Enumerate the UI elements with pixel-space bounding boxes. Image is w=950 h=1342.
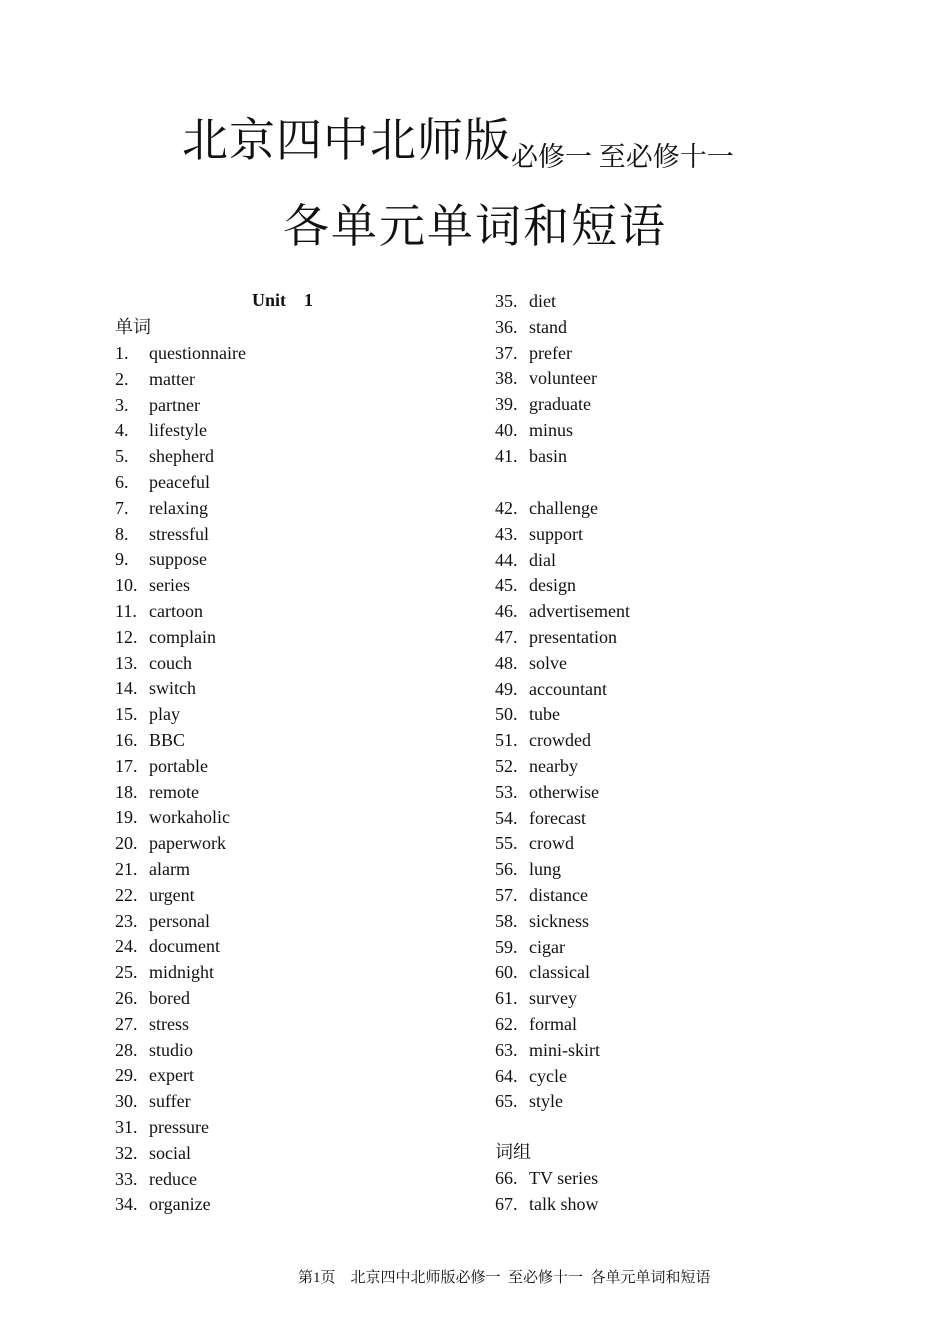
list-item	[115, 1193, 211, 1215]
list-item	[495, 987, 577, 1009]
item-number: 31.	[115, 1117, 138, 1137]
item-word: nearby	[529, 756, 578, 776]
item-number: 61.	[495, 988, 518, 1009]
item-word: personal	[149, 910, 210, 931]
list-item	[115, 755, 208, 777]
item-word: urgent	[149, 884, 195, 905]
page-footer: 第1页 北京四中北师版必修一 至必修十一 各单元单词和短语	[298, 1270, 711, 1286]
list-item	[115, 910, 210, 932]
title-main: 北京四中北师版	[182, 115, 511, 166]
list-item	[115, 1039, 193, 1061]
item-number: 36.	[495, 316, 518, 337]
list-item	[115, 368, 195, 390]
item-number: 64.	[495, 1065, 518, 1086]
item-word: play	[149, 704, 180, 725]
item-word: BBC	[149, 730, 186, 750]
item-number: 43.	[495, 523, 518, 544]
item-number: 16.	[115, 730, 138, 750]
list-item	[115, 419, 207, 441]
list-item	[115, 445, 214, 467]
list-item	[495, 1039, 600, 1061]
list-item	[115, 497, 208, 519]
item-number: 22.	[115, 884, 138, 905]
item-number: 25.	[115, 962, 138, 983]
list-item	[115, 832, 226, 854]
list-item	[495, 523, 583, 545]
item-number: 13.	[115, 652, 138, 673]
item-word: switch	[149, 678, 196, 699]
item-word: peaceful	[149, 472, 210, 492]
item-number: 54.	[495, 807, 518, 828]
item-number: 41.	[495, 445, 518, 466]
item-number: 5.	[115, 446, 129, 467]
item-number: 32.	[115, 1142, 138, 1163]
item-number: 20.	[115, 833, 138, 854]
item-word: midnight	[149, 962, 215, 983]
list-item	[495, 445, 567, 467]
item-number: 8.	[115, 523, 129, 544]
item-word: shepherd	[149, 446, 214, 467]
list-item	[495, 703, 560, 725]
list-item	[115, 703, 180, 725]
item-number: 21.	[115, 859, 138, 879]
list-item	[115, 652, 192, 674]
item-word: paperwork	[149, 833, 226, 854]
item-word: tube	[529, 704, 560, 725]
list-item	[495, 755, 578, 777]
item-number: 26.	[115, 988, 138, 1008]
list-item	[115, 1090, 191, 1112]
item-number: 10.	[115, 575, 138, 596]
list-item	[495, 884, 588, 906]
list-item	[495, 290, 556, 312]
item-word: basin	[529, 445, 567, 466]
item-word: pressure	[149, 1117, 209, 1137]
phrases-section-label: 词组	[495, 1142, 531, 1162]
item-word: dial	[529, 549, 556, 570]
item-word: expert	[149, 1065, 194, 1086]
item-number: 33.	[115, 1168, 138, 1189]
item-number: 39.	[495, 394, 518, 415]
item-number: 47.	[495, 627, 518, 647]
item-word: formal	[529, 1014, 577, 1034]
item-number: 42.	[495, 498, 518, 518]
item-number: 34.	[115, 1194, 138, 1215]
list-item	[495, 497, 598, 519]
list-item	[115, 1168, 197, 1190]
item-number: 9.	[115, 549, 129, 570]
item-word: crowd	[529, 833, 574, 854]
item-word: classical	[529, 962, 590, 983]
list-item	[495, 600, 630, 622]
list-item	[115, 1142, 191, 1164]
item-number: 17.	[115, 755, 138, 776]
item-number: 24.	[115, 936, 138, 957]
item-word: suppose	[149, 549, 207, 570]
list-item	[115, 1013, 189, 1035]
item-word: cartoon	[149, 601, 203, 621]
item-number: 52.	[495, 756, 518, 776]
unit-heading: Unit 1	[252, 290, 314, 310]
list-item	[115, 806, 230, 828]
item-word: distance	[529, 885, 588, 905]
page-title-line1	[182, 104, 734, 170]
item-number: 59.	[495, 936, 518, 957]
item-number: 63.	[495, 1039, 518, 1060]
item-number: 65.	[495, 1091, 518, 1112]
list-item	[495, 626, 617, 648]
item-number: 15.	[115, 704, 138, 725]
words-section-label: 单词	[115, 317, 151, 337]
item-word: minus	[529, 420, 574, 440]
list-item	[495, 961, 590, 983]
item-word: workaholic	[149, 807, 230, 828]
item-word: questionnaire	[149, 343, 246, 363]
item-number: 23.	[115, 910, 138, 931]
item-number: 62.	[495, 1014, 518, 1034]
item-word: graduate	[529, 394, 591, 415]
title-sub: 必修一 至必修十一	[511, 142, 734, 172]
list-item	[495, 1090, 563, 1112]
list-item	[495, 549, 556, 571]
list-item	[495, 936, 565, 958]
list-item	[495, 807, 586, 829]
item-number: 14.	[115, 678, 138, 699]
item-number: 38.	[495, 368, 518, 389]
list-item	[495, 832, 574, 854]
item-number: 37.	[495, 342, 518, 363]
item-number: 45.	[495, 575, 518, 596]
item-word: challenge	[529, 498, 598, 518]
item-number: 2.	[115, 368, 129, 389]
item-number: 67.	[495, 1193, 518, 1214]
list-item	[115, 884, 195, 906]
list-item	[115, 729, 185, 751]
item-word: advertisement	[529, 601, 630, 622]
item-number: 28.	[115, 1039, 138, 1060]
list-item	[495, 678, 607, 700]
item-word: presentation	[529, 627, 617, 647]
list-item	[115, 471, 210, 493]
item-word: survey	[529, 988, 577, 1009]
item-number: 60.	[495, 962, 518, 983]
list-item	[495, 729, 591, 751]
item-word: document	[149, 936, 220, 957]
list-item	[115, 961, 214, 983]
list-item	[115, 781, 199, 803]
item-word: matter	[149, 368, 195, 389]
list-item	[495, 316, 567, 338]
item-number: 48.	[495, 652, 518, 673]
item-word: mini-skirt	[529, 1039, 600, 1060]
item-word: studio	[149, 1039, 194, 1060]
item-word: volunteer	[529, 368, 597, 389]
item-number: 6.	[115, 472, 129, 492]
item-number: 3.	[115, 394, 129, 415]
item-number: 49.	[495, 678, 518, 699]
item-word: cigar	[529, 936, 565, 957]
list-item	[115, 523, 209, 545]
item-number: 27.	[115, 1013, 138, 1034]
item-number: 55.	[495, 833, 518, 854]
item-word: partner	[149, 394, 200, 415]
item-word: talk show	[529, 1193, 599, 1214]
item-word: complain	[149, 626, 216, 647]
list-item	[115, 1064, 194, 1086]
item-word: style	[529, 1091, 563, 1112]
item-word: lifestyle	[149, 420, 207, 441]
item-word: reduce	[149, 1168, 197, 1189]
list-item	[495, 858, 561, 880]
list-item	[495, 910, 589, 932]
item-number: 29.	[115, 1065, 138, 1086]
item-number: 51.	[495, 730, 518, 751]
item-number: 30.	[115, 1091, 138, 1112]
item-word: diet	[529, 291, 556, 311]
item-number: 57.	[495, 885, 518, 905]
list-item	[115, 935, 220, 957]
item-word: prefer	[529, 342, 572, 363]
list-item	[115, 1116, 209, 1138]
item-word: series	[149, 575, 190, 596]
item-number: 35.	[495, 291, 518, 311]
item-word: lung	[529, 859, 562, 880]
item-word: couch	[149, 652, 192, 673]
item-word: TV series	[529, 1168, 599, 1188]
item-word: relaxing	[149, 497, 208, 518]
item-number: 11.	[115, 601, 137, 621]
list-item	[115, 342, 246, 364]
list-item	[115, 574, 190, 596]
list-item	[115, 677, 196, 699]
item-number: 4.	[115, 420, 129, 441]
list-item	[495, 1065, 567, 1087]
list-item	[495, 1013, 577, 1035]
list-item	[495, 367, 597, 389]
item-number: 1.	[115, 343, 129, 363]
item-word: otherwise	[529, 781, 599, 802]
item-word: organize	[149, 1194, 211, 1215]
item-number: 18.	[115, 781, 138, 802]
list-item	[495, 342, 572, 364]
item-number: 66.	[495, 1168, 518, 1188]
item-word: social	[149, 1142, 191, 1163]
list-item	[495, 781, 599, 803]
item-number: 53.	[495, 781, 518, 802]
item-word: bored	[149, 988, 190, 1008]
item-number: 7.	[115, 497, 129, 518]
item-number: 40.	[495, 420, 518, 440]
item-word: cycle	[529, 1065, 567, 1086]
item-number: 50.	[495, 704, 518, 725]
item-word: accountant	[529, 678, 607, 699]
item-number: 44.	[495, 549, 518, 570]
item-word: portable	[149, 755, 208, 776]
list-item	[115, 987, 190, 1009]
item-word: support	[529, 523, 583, 544]
list-item	[115, 626, 216, 648]
item-word: crowded	[529, 730, 591, 751]
item-number: 56.	[495, 859, 518, 880]
list-item	[495, 1193, 599, 1215]
item-number: 58.	[495, 910, 518, 931]
list-item	[495, 1167, 598, 1189]
list-item	[495, 419, 573, 441]
item-word: alarm	[149, 859, 190, 879]
list-item	[115, 858, 190, 880]
item-word: stressful	[149, 523, 209, 544]
list-item	[115, 548, 207, 570]
item-word: solve	[529, 652, 567, 673]
list-item	[495, 652, 567, 674]
list-item	[115, 600, 203, 622]
list-item	[495, 574, 576, 596]
item-word: stress	[149, 1013, 189, 1034]
item-number: 19.	[115, 807, 138, 828]
list-item	[495, 393, 591, 415]
item-number: 12.	[115, 626, 138, 647]
item-word: remote	[149, 781, 199, 802]
item-word: sickness	[529, 910, 589, 931]
list-item	[115, 394, 200, 416]
item-number: 46.	[495, 601, 518, 622]
item-word: design	[529, 575, 576, 596]
item-word: suffer	[149, 1091, 191, 1112]
page-title-line2: 各单元单词和短语	[283, 201, 667, 252]
item-word: forecast	[529, 807, 586, 828]
item-word: stand	[529, 316, 567, 337]
